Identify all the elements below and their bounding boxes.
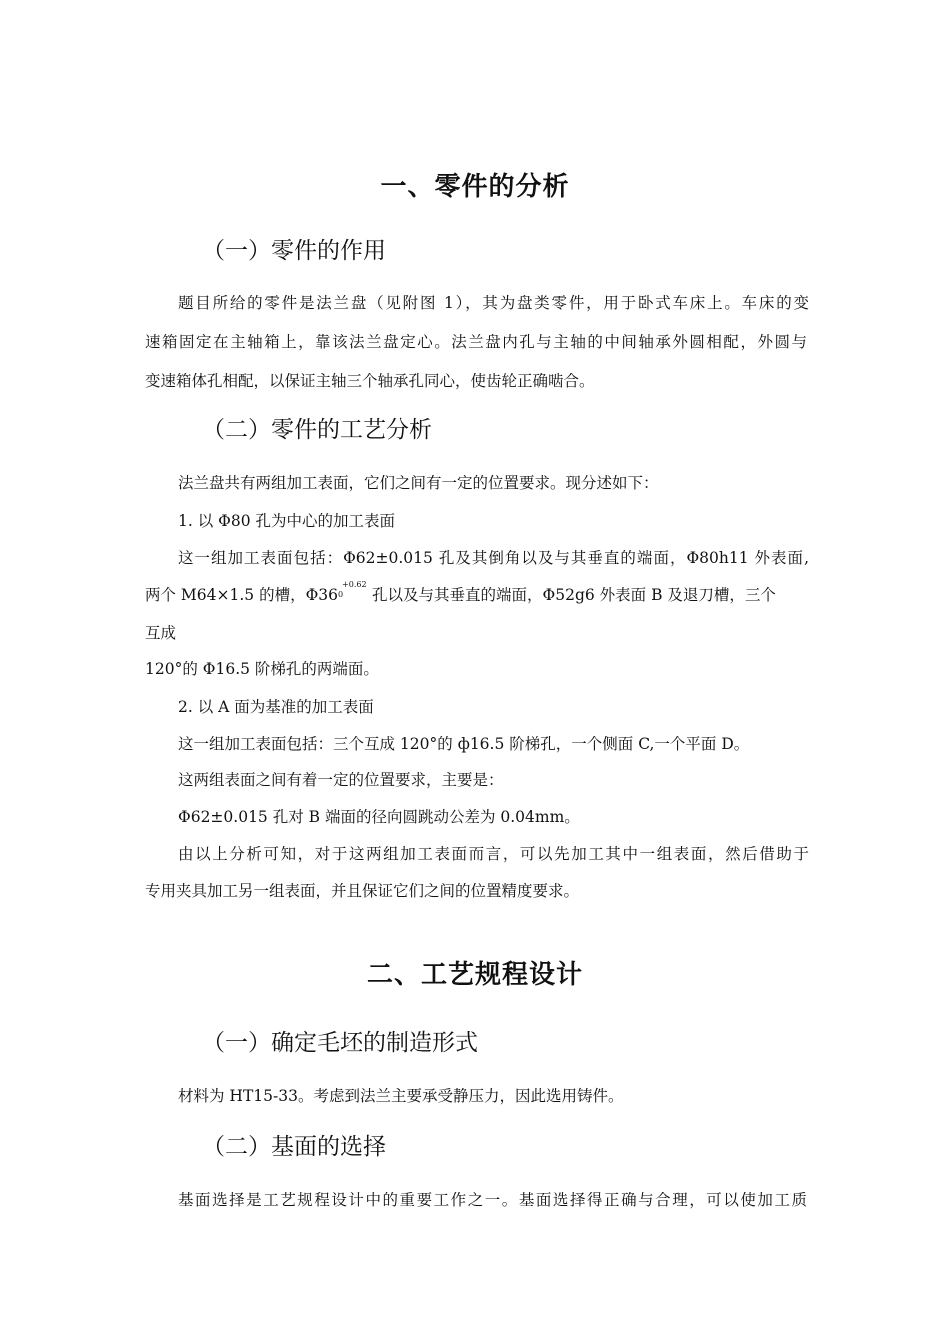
tolerance-upper: +0.62 [342, 580, 367, 589]
section-heading-part-analysis: 一、零件的分析 [380, 172, 570, 202]
tolerance-lower: 0 [338, 590, 344, 599]
section-heading-process-design: 二、工艺规程设计 [366, 960, 583, 990]
subsection-heading-process-analysis: （二）零件的工艺分析 [202, 417, 432, 443]
paragraph-line: 基面选择是工艺规程设计中的重要工作之一。基面选择得正确与合理，可以使加工质 [178, 1191, 807, 1209]
text-segment: 两个 M64×1.5 的槽，Φ36 [145, 586, 339, 604]
paragraph-line: 变速箱体孔相配，以保证主轴三个轴承孔同心，使齿轮正确啮合。 [145, 372, 595, 390]
paragraph-line: 专用夹具加工另一组表面，并且保证它们之间的位置精度要求。 [145, 882, 580, 900]
paragraph-line: 这一组加工表面包括：Φ62±0.015 孔及其倒角以及与其垂直的端面，Φ80h11 外表面, [178, 549, 809, 567]
list-item-title: 2. 以 A 面为基准的加工表面 [178, 698, 374, 716]
tolerance-annotation [338, 580, 372, 600]
subsection-heading-part-function: （一）零件的作用 [202, 238, 386, 264]
paragraph-line: 这一组加工表面包括：三个互成 120°的 ф16.5 阶梯孔，一个侧面 C,一个平面 D。 [178, 735, 750, 753]
paragraph-line-with-tolerance [145, 580, 776, 605]
paragraph-line: 材料为 HT15-33。考虑到法兰主要承受静压力，因此选用铸件。 [178, 1087, 624, 1105]
subsection-heading-datum-selection: （二）基面的选择 [202, 1134, 386, 1160]
paragraph-line: 速箱固定在主轴箱上，靠该法兰盘定心。法兰盘内孔与主轴的中间轴承外圆相配，外圆与 [145, 333, 807, 351]
subsection-heading-blank-form: （一）确定毛坯的制造形式 [202, 1030, 478, 1056]
text-segment: 孔以及与其垂直的端面，Φ52g6 外表面 B 及退刀槽，三个 [372, 586, 776, 604]
paragraph-line: 法兰盘共有两组加工表面，它们之间有一定的位置要求。现分述如下： [178, 474, 659, 492]
paragraph-line: 题目所给的零件是法兰盘（见附图 1），其为盘类零件，用于卧式车床上。车床的变 [178, 294, 809, 312]
paragraph-line: 这两组表面之间有着一定的位置要求，主要是： [178, 771, 504, 789]
paragraph-line: 120°的 Φ16.5 阶梯孔的两端面。 [145, 660, 379, 678]
paragraph-line: 互成 [145, 624, 177, 642]
paragraph-line: 由以上分析可知，对于这两组加工表面而言，可以先加工其中一组表面，然后借助于 [178, 845, 809, 863]
paragraph-line: Φ62±0.015 孔对 B 端面的径向圆跳动公差为 0.04mm。 [178, 808, 580, 826]
list-item-title: 1. 以 Φ80 孔为中心的加工表面 [178, 512, 396, 530]
